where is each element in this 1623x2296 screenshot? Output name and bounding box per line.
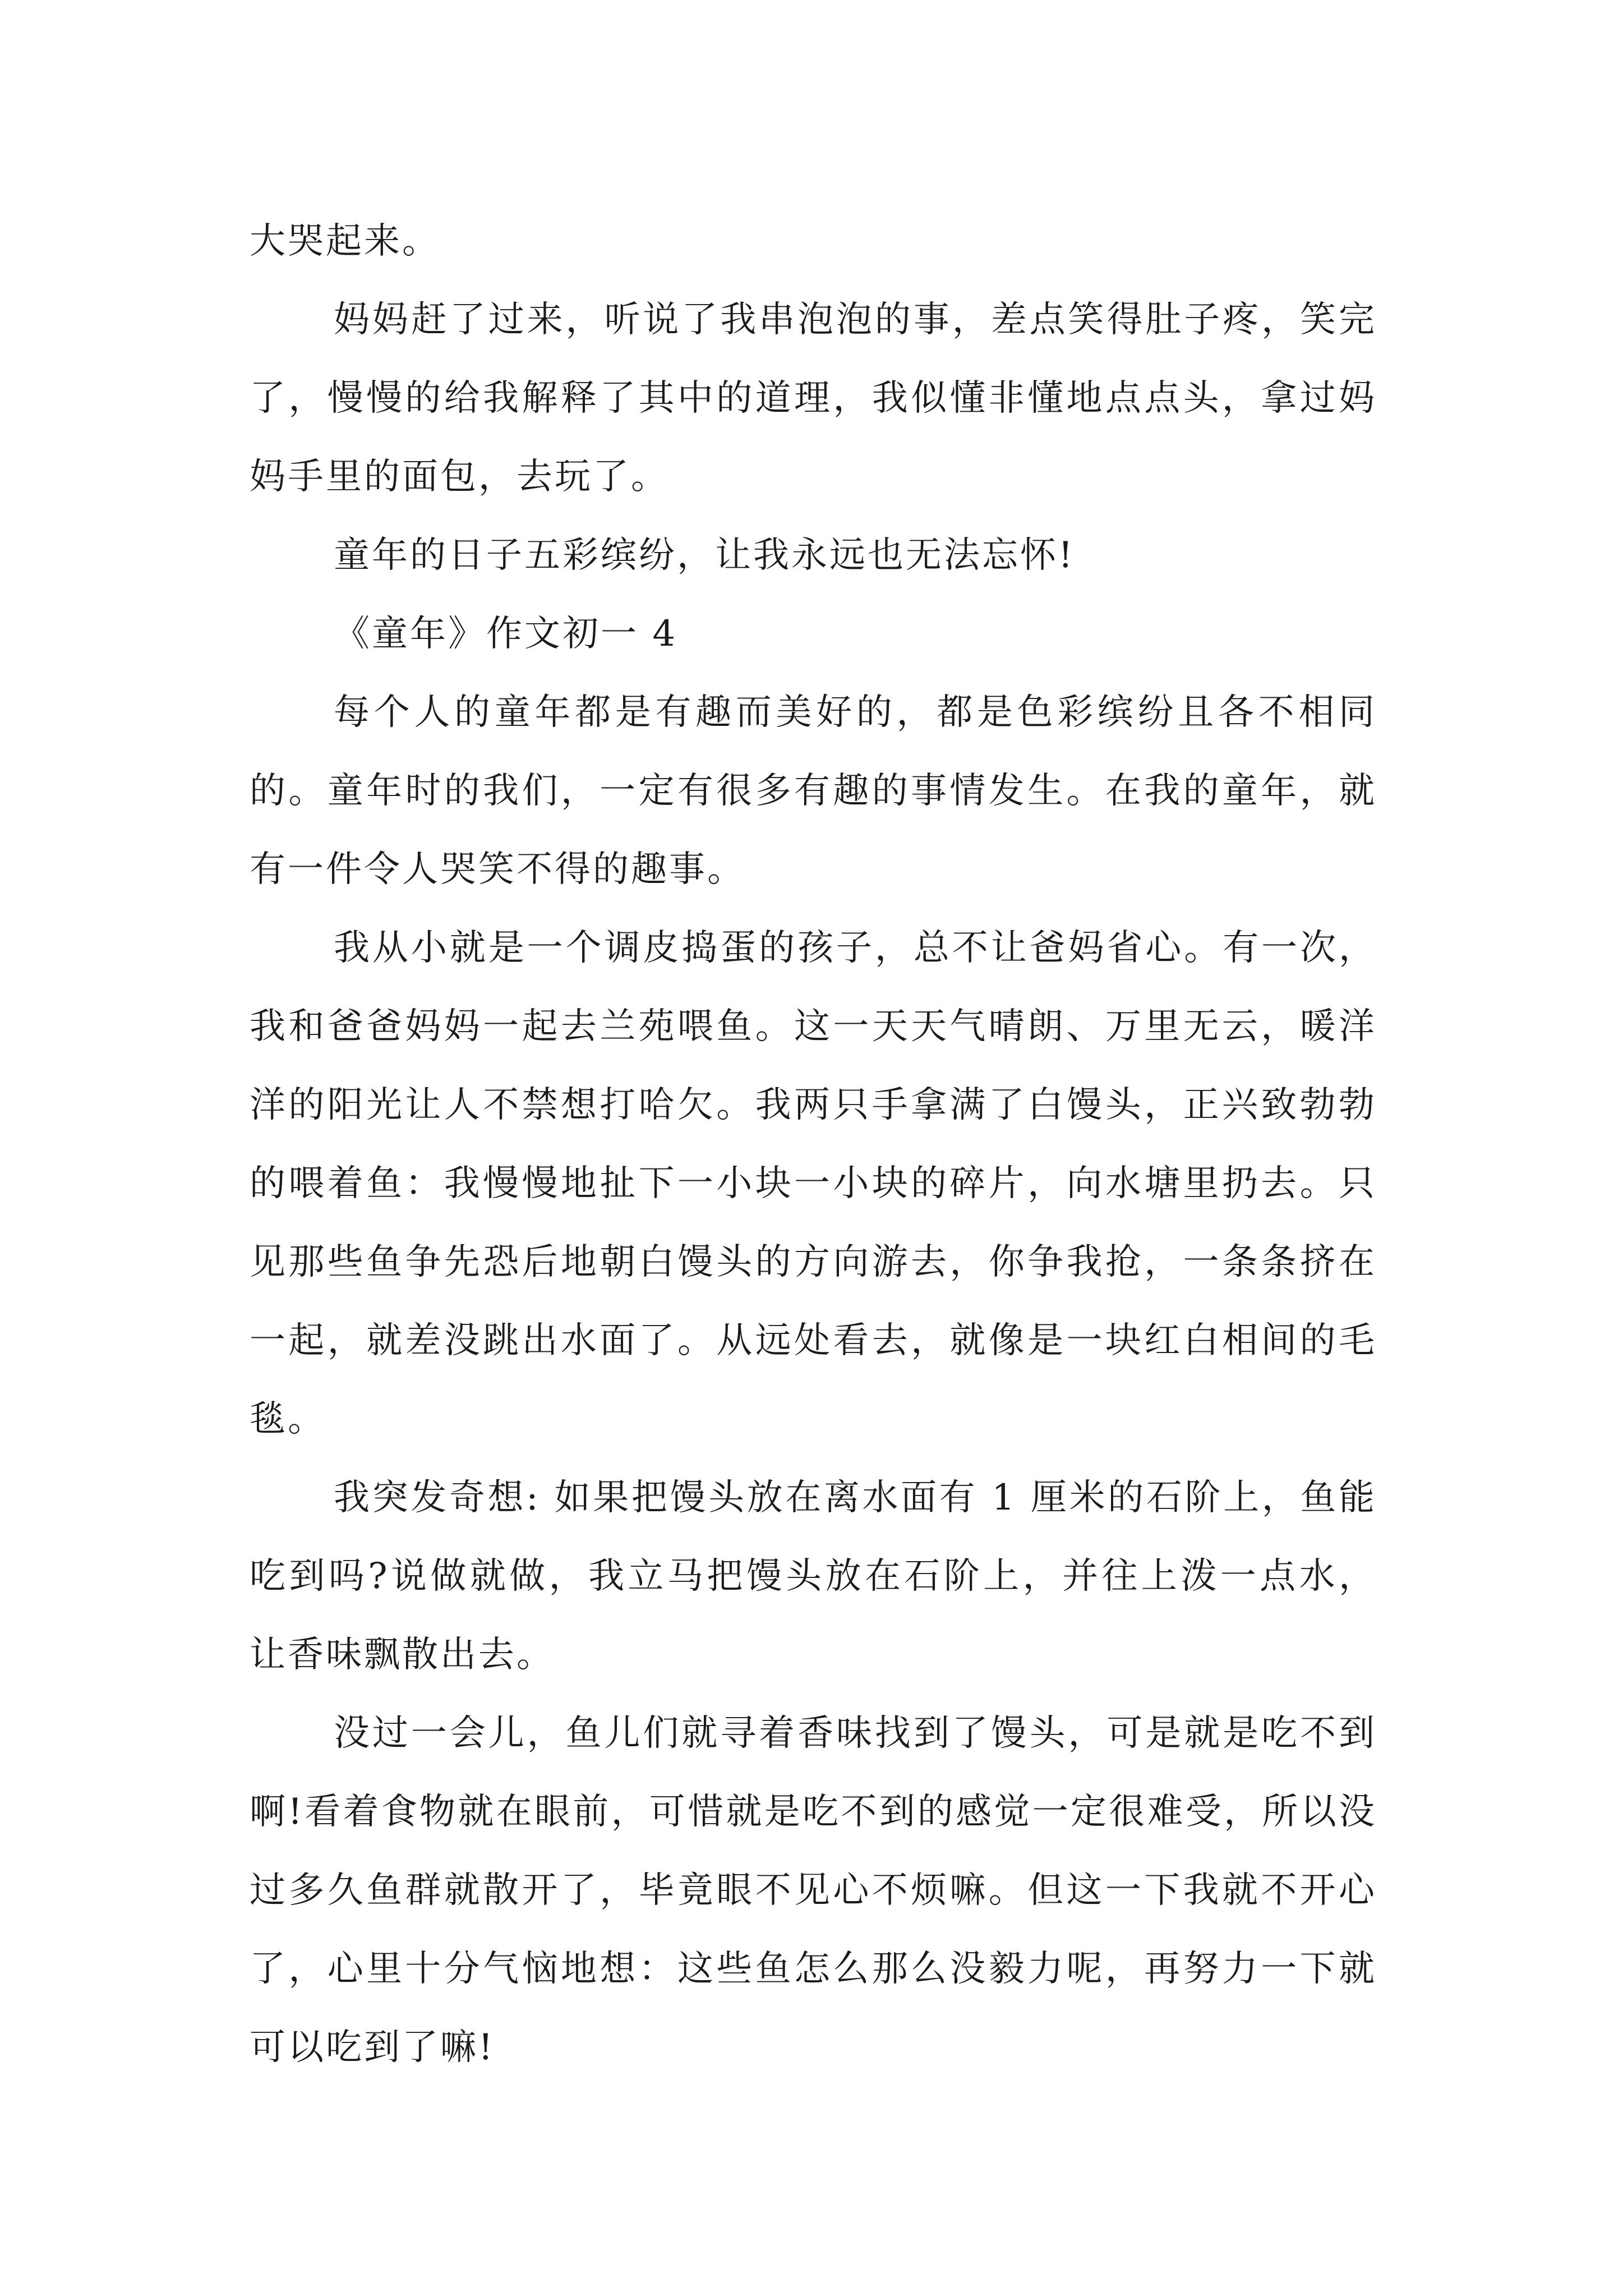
paragraph: 每个人的童年都是有趣而美好的，都是色彩缤纷且各不相同的。童年时的我们，一定有很多有趣的事情发生。在我的童年，就有一件令人哭笑不得的趣事。 — [250, 692, 1377, 890]
paragraph: 童年的日子五彩缤纷，让我永远也无法忘怀! — [334, 535, 1075, 576]
paragraph: 妈妈赶了过来，听说了我串泡泡的事，差点笑得肚子疼，笑完了，慢慢的给我解释了其中的道理，我似懂非懂地点点头，拿过妈妈手里的面包，去玩了。 — [250, 299, 1377, 498]
paragraph-continuation: 大哭起来。 — [250, 220, 440, 262]
paragraph: 我从小就是一个调皮捣蛋的孩子，总不让爸妈省心。有一次，我和爸爸妈妈一起去兰苑喂鱼。这一天天气晴朗、万里无云，暖洋洋的阳光让人不禁想打哈欠。我两只手拿满了白馒头，正兴致勃勃的喂着鱼：我慢慢地扯下一小块一小块的碎片，向水塘里扔去。只见那些鱼争先恐后地朝白馒头的方向游去，你争我抢，一条条挤在一起，就差没跳出水面了。从远处看去，就像是一块红白相间的毛毯。 — [250, 927, 1377, 1440]
paragraph: 没过一会儿，鱼儿们就寻着香味找到了馒头，可是就是吃不到啊!看着食物就在眼前，可惜就是吃不到的感觉一定很难受，所以没过多久鱼群就散开了，毕竟眼不见心不烦嘛。但这一下我就不开心了，心里十分气恼地想：这些鱼怎么那么没毅力呢，再努力一下就可以吃到了嘛! — [250, 1713, 1377, 2068]
section-heading: 《童年》作文初一 4 — [334, 613, 678, 655]
document-body — [250, 202, 1377, 2087]
paragraph: 我突发奇想: 如果把馒头放在离水面有 1 厘米的石阶上，鱼能吃到吗?说做就做，我立马把馒头放在石阶上，并往上泼一点水，让香味飘散出去。 — [250, 1477, 1377, 1676]
